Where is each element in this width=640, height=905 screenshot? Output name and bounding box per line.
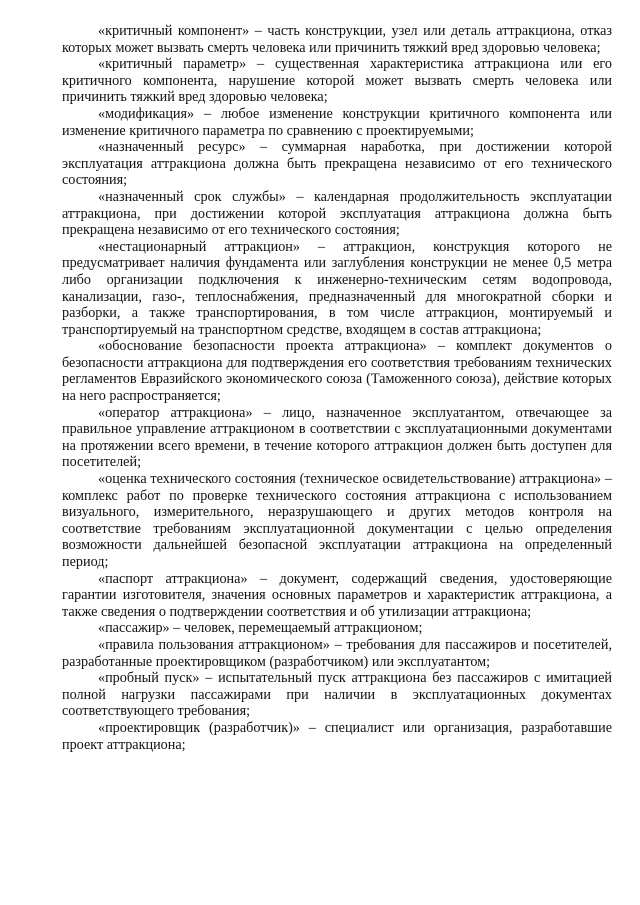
definition-critical-component: «критичный компонент» – часть конструкции, узел или деталь аттракциона, отказ которых может вызвать смерть человека или причинить тяжкий вред здоровью человека; xyxy=(62,23,612,56)
definition-technical-condition-assessment: «оценка технического состояния (техническое освидетельствование) аттракциона» – комплекс работ по проверке технического состояния аттракциона с использованием визуального, измерительного, неразрушающего и других методов контроля на соответствие требованиям эксплуатационной документации с целью определения возможности дальнейшей безопасной эксплуатации аттракциона на определенный период; xyxy=(62,471,612,570)
definition-trial-run: «пробный пуск» – испытательный пуск аттракциона без пассажиров с имитацией полной нагрузки пассажирами при наличии в эксплуатационных документах соответствующего требования; xyxy=(62,670,612,720)
definition-assigned-resource: «назначенный ресурс» – суммарная наработка, при достижении которой эксплуатация аттракциона должна быть прекращена независимо от его технического состояния; xyxy=(62,139,612,189)
definition-assigned-service-life: «назначенный срок службы» – календарная продолжительность эксплуатации аттракциона, при достижении которой эксплуатация аттракциона должна быть прекращена независимо от его технического состояния; xyxy=(62,188,612,239)
definition-safety-justification: «обоснование безопасности проекта аттракциона» – комплект документов о безопасности аттракциона для подтверждения его соответствия требованиям технических регламентов Евразийского экономического союза (Таможенного союза), действие которых на него распространяется; xyxy=(62,338,612,405)
definition-designer: «проектировщик (разработчик)» – специалист или организация, разработавшие проект аттракциона; xyxy=(62,719,612,753)
definition-usage-rules: «правила пользования аттракционом» – требования для пассажиров и посетителей, разработанные проектировщиком (разработчиком) или эксплуатантом; xyxy=(62,636,612,670)
definition-attraction-passport: «паспорт аттракциона» – документ, содержащий сведения, удостоверяющие гарантии изготовителя, значения основных параметров и характеристик аттракциона, а также сведения о подтверждении соответствия и об утилизации аттракциона; xyxy=(62,570,612,620)
definition-critical-parameter: «критичный параметр» – существенная характеристика аттракциона или его критичного компонента, нарушение которой может вызвать смерть человека или причинить тяжкий вред здоровью человека; xyxy=(62,56,612,106)
definition-passenger: «пассажир» – человек, перемещаемый аттракционом; xyxy=(98,620,423,637)
definition-non-stationary-attraction: «нестационарный аттракцион» – аттракцион, конструкция которого не предусматривает наличия фундамента или заглубления конструкции не менее 0,5 метра либо организации подключения к инженерно-техническим сетям водопровода, канализации, газо-, теплоснабжения, предназначенный для многократной сборки и разборки, а также транспортирования, в том числе аттракцион, монтируемый и транспортируемый на транспортном средстве, входящем в состав аттракциона; xyxy=(62,238,612,338)
definition-attraction-operator: «оператор аттракциона» – лицо, назначенное эксплуатантом, отвечающее за правильное управление аттракционом в соответствии с эксплуатационными документами на протяжении всего времени, в течение которого аттракцион должен быть доступен для посетителей; xyxy=(62,404,612,471)
definition-modification: «модификация» – любое изменение конструкции критичного компонента или изменение критичного параметра по сравнению с проектируемыми; xyxy=(62,105,612,139)
